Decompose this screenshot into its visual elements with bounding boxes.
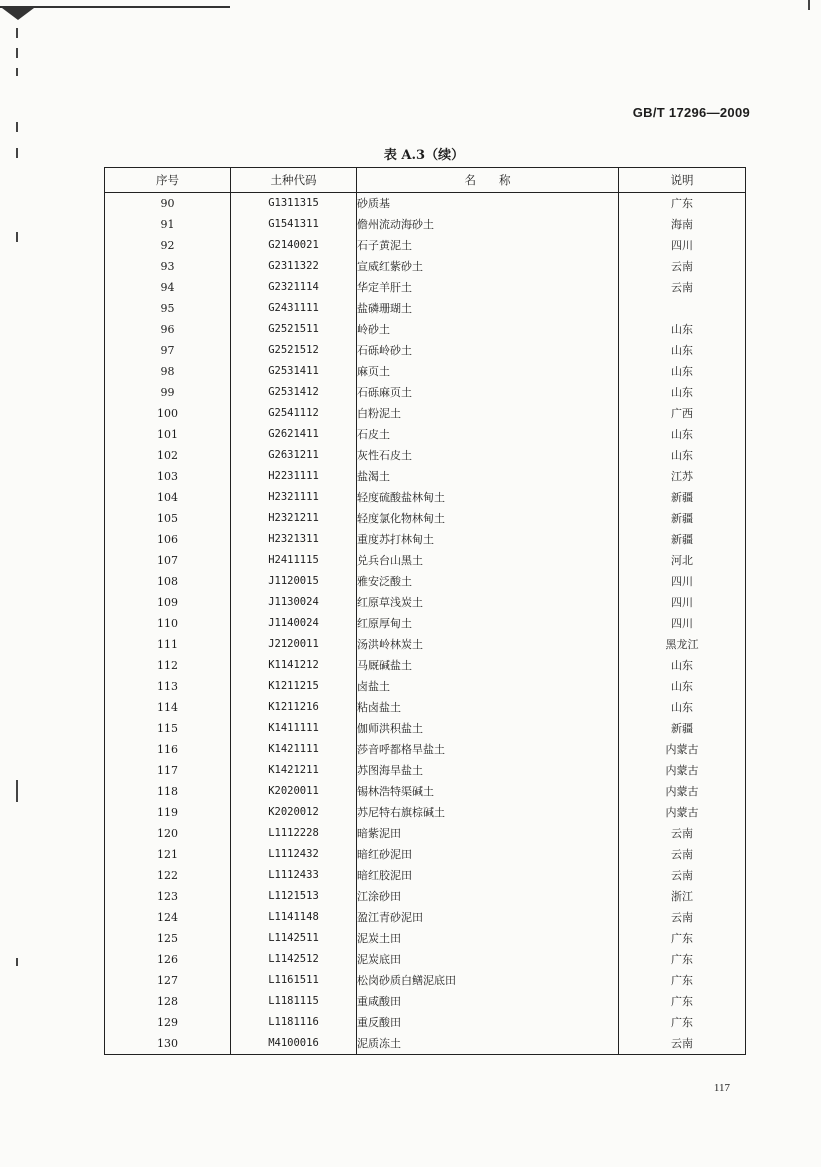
- cell-note: 新疆: [619, 718, 746, 739]
- cell-code: K1211215: [231, 676, 357, 697]
- cell-code: G2140021: [231, 235, 357, 256]
- cell-name: 泥炭土田: [357, 928, 619, 949]
- cell-note: 广东: [619, 991, 746, 1012]
- cell-code: G1311315: [231, 193, 357, 215]
- cell-name: 暗红砂泥田: [357, 844, 619, 865]
- cell-name: 儋州流动海砂土: [357, 214, 619, 235]
- table-row: [105, 634, 746, 655]
- table-row: [105, 697, 746, 718]
- cell-seq: 119: [105, 802, 231, 823]
- table-row: [105, 655, 746, 676]
- binding-mark: [16, 958, 18, 966]
- cell-name: 石子黄泥土: [357, 235, 619, 256]
- table-row: [105, 865, 746, 886]
- cell-code: G2541112: [231, 403, 357, 424]
- cell-code: K1421111: [231, 739, 357, 760]
- cell-seq: 93: [105, 256, 231, 277]
- cell-seq: 122: [105, 865, 231, 886]
- cell-seq: 120: [105, 823, 231, 844]
- cell-code: K2020012: [231, 802, 357, 823]
- cell-note: 新疆: [619, 487, 746, 508]
- cell-name: 苏尼特右旗棕碱土: [357, 802, 619, 823]
- cell-seq: 106: [105, 529, 231, 550]
- cell-name: 泥炭底田: [357, 949, 619, 970]
- cell-note: 海南: [619, 214, 746, 235]
- cell-note: 四川: [619, 571, 746, 592]
- cell-code: L1181116: [231, 1012, 357, 1033]
- cell-note: 广东: [619, 1012, 746, 1033]
- cell-name: 轻度硫酸盐林甸土: [357, 487, 619, 508]
- table-row: [105, 739, 746, 760]
- cell-seq: 90: [105, 193, 231, 215]
- table-row: [105, 382, 746, 403]
- cell-seq: 97: [105, 340, 231, 361]
- binding-mark: [16, 122, 18, 132]
- table-header-row: [105, 168, 746, 193]
- table-row: [105, 802, 746, 823]
- cell-code: G2531411: [231, 361, 357, 382]
- cell-name: 红原厚甸土: [357, 613, 619, 634]
- cell-code: K2020011: [231, 781, 357, 802]
- cell-code: L1142511: [231, 928, 357, 949]
- cell-note: [619, 298, 746, 319]
- cell-note: 内蒙古: [619, 760, 746, 781]
- cell-note: 广西: [619, 403, 746, 424]
- cell-seq: 103: [105, 466, 231, 487]
- cell-note: 新疆: [619, 508, 746, 529]
- cell-seq: 116: [105, 739, 231, 760]
- cell-name: 华定羊肝土: [357, 277, 619, 298]
- cell-code: L1121513: [231, 886, 357, 907]
- cell-note: 内蒙古: [619, 739, 746, 760]
- cell-seq: 102: [105, 445, 231, 466]
- cell-note: 山东: [619, 319, 746, 340]
- binding-mark: [16, 148, 18, 158]
- cell-name: 泥质冻土: [357, 1033, 619, 1055]
- column-header-seq: 序号: [105, 168, 231, 193]
- cell-code: H2231111: [231, 466, 357, 487]
- cell-seq: 115: [105, 718, 231, 739]
- cell-note: 山东: [619, 382, 746, 403]
- cell-code: G2311322: [231, 256, 357, 277]
- table-row: [105, 340, 746, 361]
- table-row: [105, 907, 746, 928]
- cell-seq: 123: [105, 886, 231, 907]
- cell-name: 兑兵台山黑土: [357, 550, 619, 571]
- table-row: [105, 928, 746, 949]
- binding-mark: [16, 780, 18, 802]
- cell-code: G2521511: [231, 319, 357, 340]
- cell-code: L1181115: [231, 991, 357, 1012]
- cell-seq: 96: [105, 319, 231, 340]
- cell-code: G2321114: [231, 277, 357, 298]
- table-row: [105, 361, 746, 382]
- table-row: [105, 319, 746, 340]
- cell-seq: 129: [105, 1012, 231, 1033]
- cell-name: 白粉泥土: [357, 403, 619, 424]
- cell-code: H2321211: [231, 508, 357, 529]
- cell-note: 四川: [619, 613, 746, 634]
- cell-note: 云南: [619, 1033, 746, 1055]
- cell-seq: 124: [105, 907, 231, 928]
- cell-code: L1112228: [231, 823, 357, 844]
- cell-code: G1541311: [231, 214, 357, 235]
- cell-note: 内蒙古: [619, 781, 746, 802]
- cell-name: 石皮土: [357, 424, 619, 445]
- cell-code: J1140024: [231, 613, 357, 634]
- cell-note: 山东: [619, 697, 746, 718]
- table-row: [105, 235, 746, 256]
- standard-number: GB/T 17296—2009: [632, 105, 750, 120]
- cell-name: 苏图海旱盐土: [357, 760, 619, 781]
- column-header-note: 说明: [619, 168, 746, 193]
- table-row: [105, 571, 746, 592]
- cell-name: 暗紫泥田: [357, 823, 619, 844]
- cell-seq: 105: [105, 508, 231, 529]
- table-row: [105, 1012, 746, 1033]
- cell-code: L1141148: [231, 907, 357, 928]
- cell-name: 重咸酸田: [357, 991, 619, 1012]
- cell-note: 云南: [619, 256, 746, 277]
- cell-seq: 111: [105, 634, 231, 655]
- cell-code: L1161511: [231, 970, 357, 991]
- table-row: [105, 466, 746, 487]
- binding-mark: [16, 28, 18, 38]
- cell-note: 广东: [619, 193, 746, 215]
- cell-seq: 117: [105, 760, 231, 781]
- table-row: [105, 193, 746, 215]
- cell-code: J2120011: [231, 634, 357, 655]
- cell-name: 暗红胶泥田: [357, 865, 619, 886]
- cell-seq: 108: [105, 571, 231, 592]
- cell-name: 红原草浅炭土: [357, 592, 619, 613]
- cell-name: 重反酸田: [357, 1012, 619, 1033]
- cell-note: 云南: [619, 844, 746, 865]
- table-row: [105, 1033, 746, 1055]
- cell-code: K1141212: [231, 655, 357, 676]
- cell-seq: 91: [105, 214, 231, 235]
- cell-name: 麻页土: [357, 361, 619, 382]
- cell-code: H2321111: [231, 487, 357, 508]
- table-row: [105, 844, 746, 865]
- cell-name: 粘卤盐土: [357, 697, 619, 718]
- cell-name: 石砾麻页土: [357, 382, 619, 403]
- cell-seq: 114: [105, 697, 231, 718]
- cell-note: 云南: [619, 277, 746, 298]
- cell-seq: 126: [105, 949, 231, 970]
- cell-seq: 118: [105, 781, 231, 802]
- cell-name: 轻度氯化物林甸土: [357, 508, 619, 529]
- table-row: [105, 991, 746, 1012]
- cell-name: 盐渴土: [357, 466, 619, 487]
- cell-code: M4100016: [231, 1033, 357, 1055]
- cell-seq: 110: [105, 613, 231, 634]
- cell-code: H2411115: [231, 550, 357, 571]
- cell-code: K1211216: [231, 697, 357, 718]
- binding-mark: [16, 232, 18, 242]
- table-row: [105, 592, 746, 613]
- cell-name: 重度苏打林甸土: [357, 529, 619, 550]
- cell-name: 盈江青砂泥田: [357, 907, 619, 928]
- cell-seq: 121: [105, 844, 231, 865]
- cell-note: 云南: [619, 907, 746, 928]
- cell-seq: 99: [105, 382, 231, 403]
- cell-seq: 128: [105, 991, 231, 1012]
- table-row: [105, 424, 746, 445]
- table-row: [105, 277, 746, 298]
- cell-name: 伽师洪积盐土: [357, 718, 619, 739]
- cell-note: 广东: [619, 949, 746, 970]
- cell-note: 四川: [619, 235, 746, 256]
- cell-name: 岭砂土: [357, 319, 619, 340]
- cell-name: 汤洪岭林炭土: [357, 634, 619, 655]
- cell-seq: 104: [105, 487, 231, 508]
- cell-note: 江苏: [619, 466, 746, 487]
- cell-seq: 98: [105, 361, 231, 382]
- cell-name: 石砾岭砂土: [357, 340, 619, 361]
- table-body: [105, 193, 746, 1055]
- cell-name: 松岗砂质白鳝泥底田: [357, 970, 619, 991]
- table-row: [105, 529, 746, 550]
- cell-note: 山东: [619, 340, 746, 361]
- table-row: [105, 781, 746, 802]
- page-number: 117: [713, 1082, 730, 1094]
- table-row: [105, 403, 746, 424]
- cell-note: 山东: [619, 445, 746, 466]
- cell-code: K1421211: [231, 760, 357, 781]
- cell-seq: 92: [105, 235, 231, 256]
- cell-name: 江涂砂田: [357, 886, 619, 907]
- binding-mark: [16, 68, 18, 76]
- table-row: [105, 760, 746, 781]
- cell-code: H2321311: [231, 529, 357, 550]
- cell-seq: 127: [105, 970, 231, 991]
- scan-corner-tick: [808, 0, 810, 10]
- cell-name: 宣威红紫砂土: [357, 256, 619, 277]
- cell-note: 山东: [619, 424, 746, 445]
- cell-name: 盐磷珊瑚土: [357, 298, 619, 319]
- column-header-code: 土种代码: [231, 168, 357, 193]
- cell-note: 广东: [619, 928, 746, 949]
- cell-seq: 94: [105, 277, 231, 298]
- cell-code: G2531412: [231, 382, 357, 403]
- table-row: [105, 676, 746, 697]
- scan-corner-mark: [2, 8, 34, 20]
- table-caption: 表 A.3（续）: [383, 148, 465, 163]
- table-row: [105, 949, 746, 970]
- cell-code: G2631211: [231, 445, 357, 466]
- cell-seq: 109: [105, 592, 231, 613]
- cell-note: 四川: [619, 592, 746, 613]
- cell-name: 马厩碱盐土: [357, 655, 619, 676]
- table-row: [105, 214, 746, 235]
- cell-seq: 95: [105, 298, 231, 319]
- cell-code: G2431111: [231, 298, 357, 319]
- table-row: [105, 970, 746, 991]
- cell-code: J1120015: [231, 571, 357, 592]
- cell-name: 锡林浩特渠碱土: [357, 781, 619, 802]
- binding-mark: [16, 48, 18, 58]
- cell-note: 山东: [619, 676, 746, 697]
- cell-note: 云南: [619, 865, 746, 886]
- cell-note: 黑龙江: [619, 634, 746, 655]
- cell-note: 山东: [619, 361, 746, 382]
- cell-name: 雅安泛酸土: [357, 571, 619, 592]
- cell-seq: 112: [105, 655, 231, 676]
- cell-name: 卤盐土: [357, 676, 619, 697]
- cell-note: 云南: [619, 823, 746, 844]
- table-row: [105, 298, 746, 319]
- cell-seq: 125: [105, 928, 231, 949]
- scan-edge-line: [0, 6, 230, 8]
- cell-code: G2521512: [231, 340, 357, 361]
- cell-code: G2621411: [231, 424, 357, 445]
- table-row: [105, 256, 746, 277]
- table-row: [105, 823, 746, 844]
- table-row: [105, 445, 746, 466]
- cell-note: 河北: [619, 550, 746, 571]
- column-header-name: 名 称: [357, 168, 619, 193]
- cell-seq: 130: [105, 1033, 231, 1055]
- cell-name: 砂质基: [357, 193, 619, 215]
- cell-name: 灰性石皮土: [357, 445, 619, 466]
- cell-seq: 100: [105, 403, 231, 424]
- cell-name: 莎音呼都格旱盐土: [357, 739, 619, 760]
- table-row: [105, 718, 746, 739]
- table-row: [105, 487, 746, 508]
- cell-seq: 113: [105, 676, 231, 697]
- soil-code-table: [104, 167, 746, 1055]
- cell-note: 山东: [619, 655, 746, 676]
- table-row: [105, 508, 746, 529]
- table-row: [105, 613, 746, 634]
- cell-code: L1112433: [231, 865, 357, 886]
- table-row: [105, 550, 746, 571]
- cell-note: 广东: [619, 970, 746, 991]
- cell-seq: 107: [105, 550, 231, 571]
- table-row: [105, 886, 746, 907]
- cell-code: L1112432: [231, 844, 357, 865]
- cell-note: 浙江: [619, 886, 746, 907]
- cell-note: 内蒙古: [619, 802, 746, 823]
- cell-code: J1130024: [231, 592, 357, 613]
- cell-note: 新疆: [619, 529, 746, 550]
- cell-code: K1411111: [231, 718, 357, 739]
- cell-seq: 101: [105, 424, 231, 445]
- cell-code: L1142512: [231, 949, 357, 970]
